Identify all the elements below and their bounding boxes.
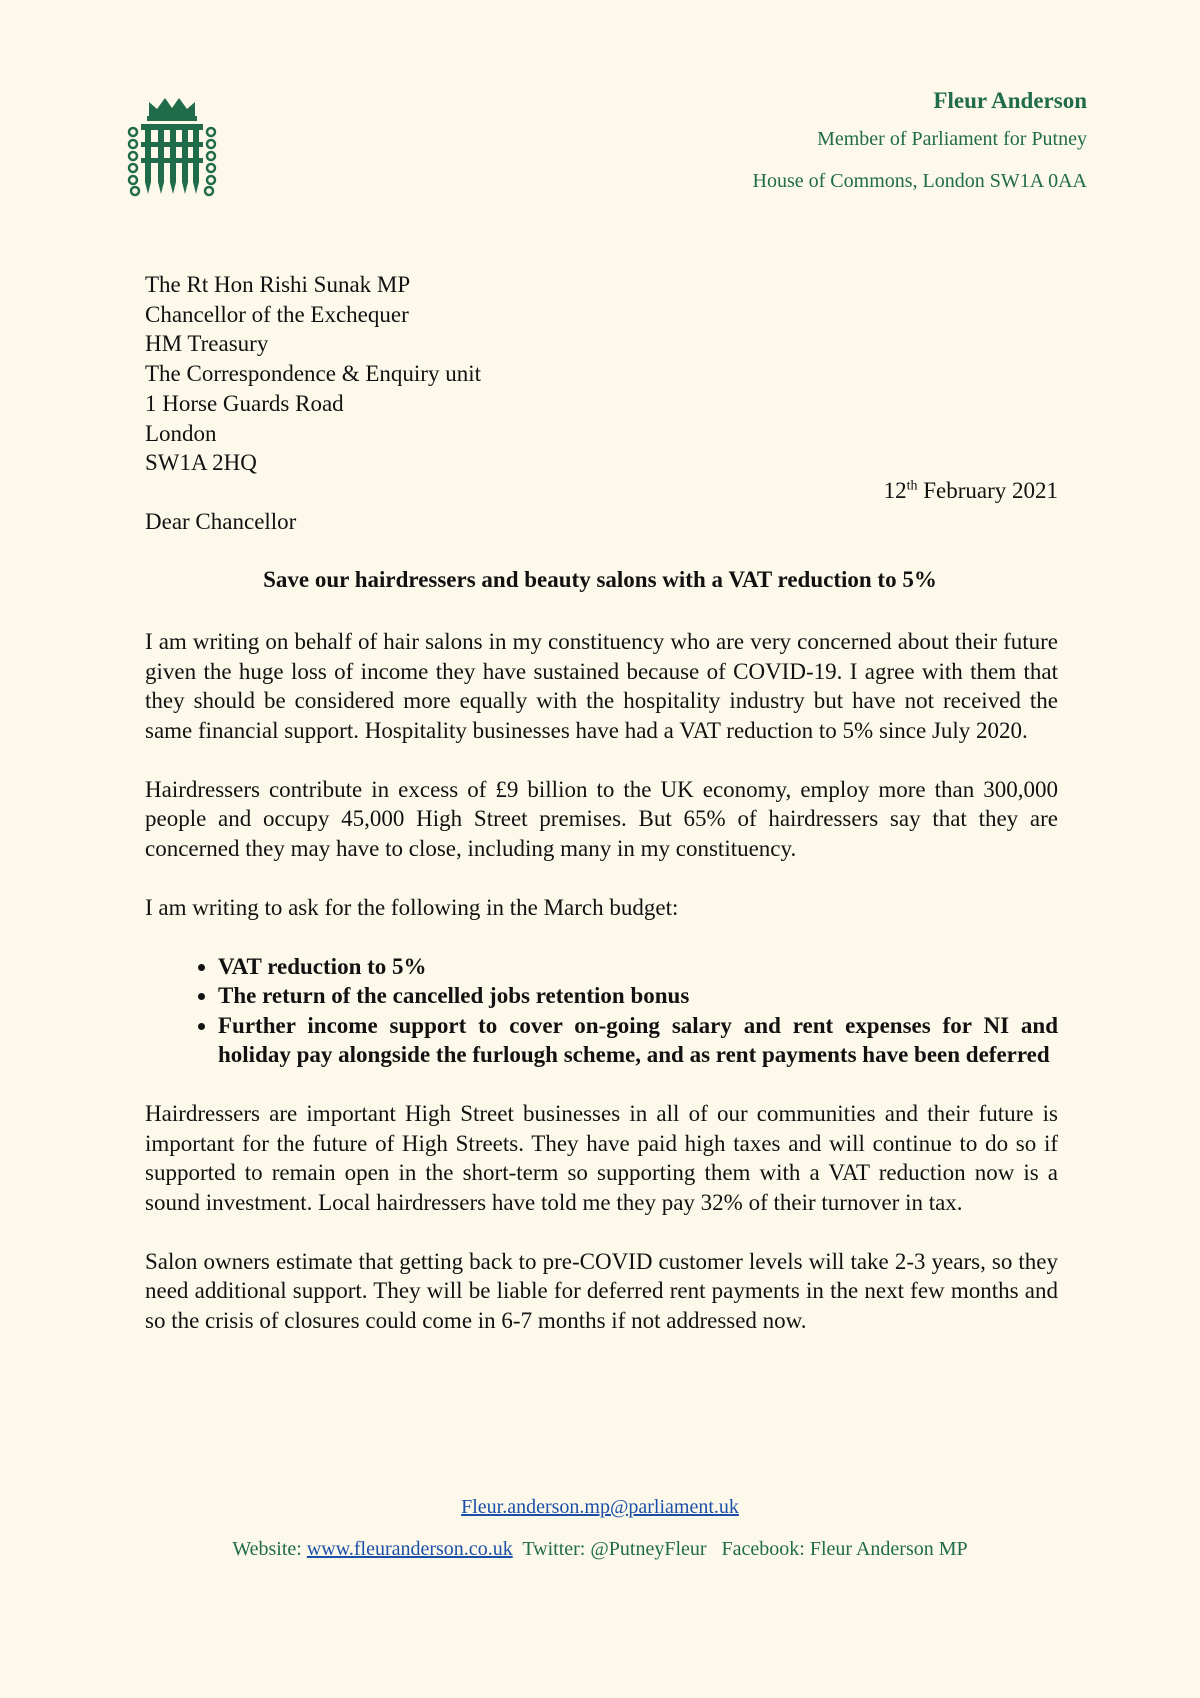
request-item: • VAT reduction to 5% (218, 952, 1058, 982)
date-rest: February 2021 (917, 478, 1058, 503)
footer-email-line (0, 1496, 1200, 1519)
letter-subject: Save our hairdressers and beauty salons with a VAT reduction to 5% (263, 567, 937, 592)
mp-address: House of Commons, London SW1A 0AA (752, 170, 1087, 192)
request-item: • Further income support to cover on-going salary and rent expenses for NI and holiday pay alongside the furlough scheme, and as rent payments have been deferred (218, 1011, 1058, 1070)
mp-name: Fleur Anderson (933, 88, 1087, 113)
recipient-line: The Correspondence & Enquiry unit (145, 361, 481, 387)
letter-date (884, 478, 1058, 504)
mp-role: Member of Parliament for Putney (817, 128, 1087, 150)
body-paragraph: Salon owners estimate that getting back to pre-COVID customer levels will take 2-3 years, so they need additional support. They will be liable for deferred rent payments in the next few months and so the crisis of closures could come in 6-7 months if not addressed now. (145, 1248, 1058, 1333)
body-paragraph: I am writing on behalf of hair salons in my constituency who are very concerned about their future given the huge loss of income they have sustained because of COVID-19. I agree with them that they should be considered more equally with the hospitality industry but have not received the same financial support. Hospitality businesses have had a VAT reduction to 5% since July 2020. (145, 629, 1058, 743)
portcullis-logo (127, 96, 217, 198)
salutation: Dear Chancellor (145, 509, 297, 534)
body-paragraph: I am writing to ask for the following in the March budget: (145, 894, 679, 920)
recipient-address (145, 270, 481, 478)
footer-contact-line (0, 1538, 1200, 1561)
website-link[interactable]: www.fleuranderson.co.uk (306, 1538, 513, 1560)
letterhead (753, 84, 1087, 202)
recipient-line: HM Treasury (145, 331, 269, 357)
recipient-line: London (145, 420, 217, 446)
request-item: • The return of the cancelled jobs retention bonus (218, 981, 1058, 1011)
recipient-line: 1 Horse Guards Road (145, 390, 344, 416)
email-link[interactable]: Fleur.anderson.mp@parliament.uk (461, 1496, 739, 1518)
date-suffix: th (906, 478, 918, 494)
letter-body (145, 627, 1058, 1365)
date-day: 12 (883, 478, 907, 503)
recipient-line: Chancellor of the Exchequer (145, 301, 409, 327)
twitter-handle: Twitter: @PutneyFleur (512, 1538, 722, 1560)
website-label: Website: (232, 1538, 307, 1560)
recipient-line: The Rt Hon Rishi Sunak MP (145, 272, 411, 297)
recipient-line: SW1A 2HQ (145, 450, 257, 476)
request-list (145, 952, 1058, 1070)
body-paragraph: Hairdressers are important High Street businesses in all of our communities and their future is important for the future of High Streets. They have paid high taxes and will continue to do so if supported to remain open in the short-term so supporting them with a VAT reduction now is a sound investment. Local hairdressers have told me they pay 32% of their turnover in tax. (145, 1101, 1058, 1215)
body-paragraph: Hairdressers contribute in excess of £9 billion to the UK economy, employ more than 300,000 people and occupy 45,000 High Street premises. But 65% of hairdressers say that they are concerned they may have to close, including many in my constituency. (145, 776, 1058, 861)
facebook-page: Facebook: Fleur Anderson MP (721, 1538, 968, 1560)
